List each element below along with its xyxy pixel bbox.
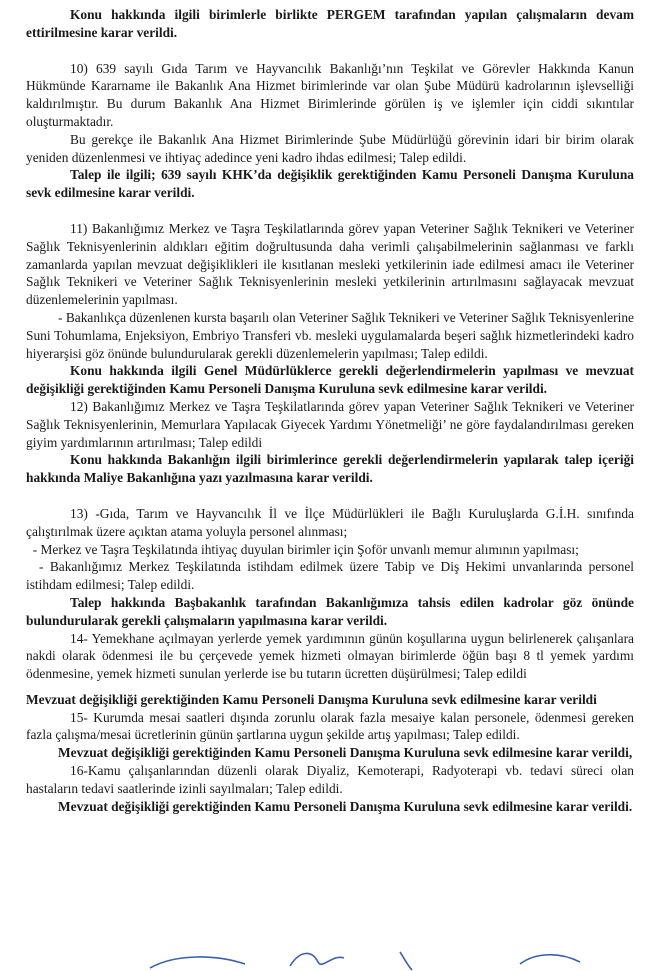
item-14-request: 14- Yemekhane açılmayan yerlerde yemek yardımının günün koşullarına uygun belirlenerek çalışanlara nakdi olarak ödenmesi ile bu çerçevede yemek hizmeti olmayan birimlerde öğün başı 8 tl yemek yardımı ödenmesine, yemek hizmeti sunulan yerlerde ise bu tutarın ücretten düşürülmesi; Talep edildi [26,630,634,682]
item-11-decision: Konu hakkında ilgili Genel Müdürlüklerce gerekli değerlendirmelerin yapılması ve mevzuat değişikliği gerektiğinden Kamu Personeli Danışma Kuruluna sevk edilmesine karar verildi. [26,363,634,397]
item-15-request: 15- Kurumda mesai saatleri dışında zorunlu olarak fazla mesaiye kalan personele, ödenmesi gereken fazla çalışma/mesai ücretlerinin günün şartlarına uygun şekilde artış yapılması; Talep edildi. [26,709,634,743]
item-13-request: 13) -Gıda, Tarım ve Hayvancılık İl ve İlçe Müdürlükleri ile Bağlı Kuruluşlarda G.İ.H. sınıfında çalıştırılmak üzere açıktan atama yoluyla personel alınması; [26,505,634,539]
item-16-request: 16-Kamu çalışanlarından düzenli olarak Diyaliz, Kemoterapi, Radyoterapi vb. tedavi süreci olan hastaların tedavi saatlerinde izinli sayılmaları; Talep edildi. [26,763,634,796]
item-12-request: 12) Bakanlığımız Merkez ve Taşra Teşkilatlarında görev yapan Veteriner Sağlık Teknikeri ve Veteriner Sağlık Teknisyenlerinin, Memurlara Yapılacak Giyecek Yardımı Yönetmeliği’ ne göre faydalandırılması gereken giyim yardımlarının artırılması; Talep edildi [26,398,634,450]
item-10-decision: Talep ile ilgili; 639 sayılı KHK’da değişiklik gerektiğinden Kamu Personeli Danışma Kuruluna sevk edilmesine karar verildi. [26,167,634,201]
item-11-request: 11) Bakanlığımız Merkez ve Taşra Teşkilatlarında görev yapan Veteriner Sağlık Teknikeri ve Veteriner Sağlık Teknisyenlerinin aldıkları eğitim doğrultusunda daha verimli çalışabilmelerinin sağlanması ve farklı zamanlarda yapılan mevzuat değişiklikleri ile kısıtlanan mesleki yetkilerinin iade edilmesi amacı ile Veteriner Sağlık Teknikeri ve Veteriner Sağlık Teknisyenlerinin mesleki yetkilerinin artırılmasını sağlayacak mevzuat düzenlemelerinin yapılması. [26,220,634,308]
item-11-subrequest: - Bakanlıkça düzenlenen kursta başarılı olan Veteriner Sağlık Teknikeri ve Veteriner Sağlık Teknisyenlerine Suni Tohumlama, Enjeksiyon, Embriyo Transferi vb. mesleki uygulamalarda beşeri sağlık hizmetlerindeki kadro hiyerarşisi göz önünde bulundurularak gerekli düzenlemelerin yapılması; Talep edildi. [26,309,634,361]
item-16-decision: Mevzuat değişikliği gerektiğinden Kamu Personeli Danışma Kuruluna sevk edilmesine karar verildi. [58,798,633,814]
item-13-doctor-request: - Bakanlığımız Merkez Teşkilatında istihdam edilmek üzere Tabip ve Diş Hekimi unvanlarında personel istihdam edilmesi; Talep edildi. [26,559,638,593]
item-15-decision: Mevzuat değişikliği gerektiğinden Kamu Personeli Danışma Kuruluna sevk edilmesine karar verildi, [58,745,633,761]
item-14-decision: Mevzuat değişikliği gerektiğinden Kamu Personeli Danışma Kuruluna sevk edilmesine karar verildi [26,691,597,707]
item-13-driver-request: - Merkez ve Taşra Teşkilatında ihtiyaç duyulan birimler için Şoför unvanlı memur alımının yapılması; [26,541,579,557]
decision-pergem: Konu hakkında ilgili birimlerle birlikte PERGEM tarafından yapılan çalışmaların devam ettirilmesine karar verildi. [26,7,634,40]
signature-scribbles [0,948,660,971]
item-13-decision: Talep hakkında Başbakanlık tarafından Bakanlığımıza tahsis edilen kadrolar göz önünde bulundurularak gerekli çalışmaların yapılmasına karar verildi. [26,594,634,628]
item-10-rationale: Bu gerekçe ile Bakanlık Ana Hizmet Birimlerinde Şube Müdürlüğü görevinin idari bir birim olarak yeniden düzenlenmesi ve ihtiyaç adedince yeni kadro ihdas edilmesi; Talep edildi. [26,131,634,165]
item-10-request: 10) 639 sayılı Gıda Tarım ve Hayvancılık Bakanlığı’nın Teşkilat ve Görevler Hakkında Kanun Hükmünde Kararname ile Bakanlık Ana Hizmet birimlerinde var olan Şube Müdürü kadrolarının işlevselliği kaldırılmıştır. Bu durum Bakanlık Ana Hizmet Birimlerinde görülen iş ve işlemler için ciddi sıkıntılar oluşturmaktadır. [26,60,634,129]
item-12-decision: Konu hakkında Bakanlığın ilgili birimlerince gerekli değerlendirmelerin yapılarak talep içeriği hakkında Maliye Bakanlığına yazı yazılmasına karar verildi. [26,452,634,486]
